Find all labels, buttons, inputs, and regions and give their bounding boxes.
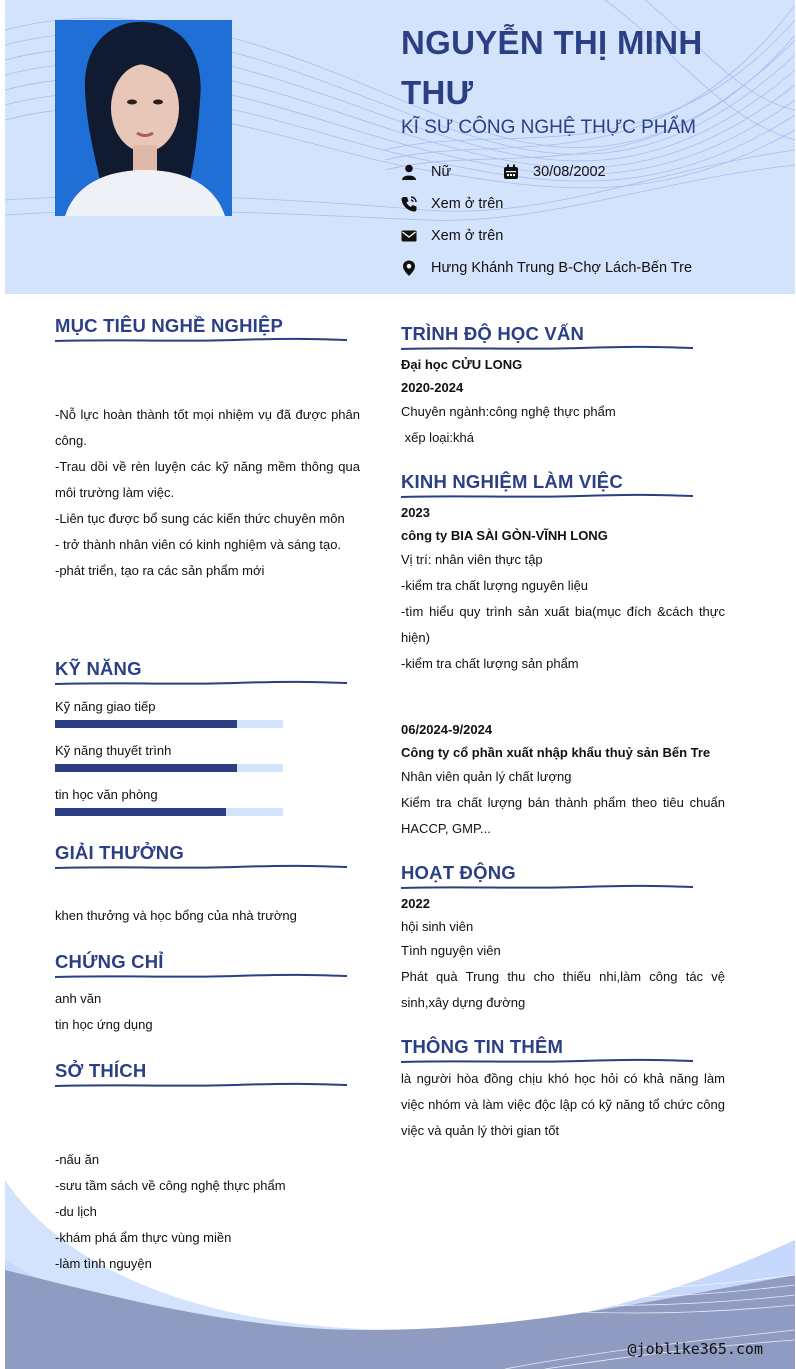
birthday-row [503,162,606,182]
section-underline [55,972,347,980]
extra-info-line: việc và quản lý thời gian tốt [401,1123,560,1138]
location-pin-icon [401,260,417,276]
experience-title: KINH NGHIỆM LÀM VIỆC [401,471,623,492]
calendar-icon [503,164,519,180]
skill-bar [55,720,283,728]
hobbies-list [55,1147,286,1277]
section-underline [401,344,693,352]
hobbies-title: SỞ THÍCH [55,1060,147,1081]
objective-line: - trở thành nhân viên có kinh nghiệm và sáng tạo. [55,537,342,552]
job-details [401,547,725,677]
awards-text: khen thưởng và học bổng của nhà trường [55,908,297,923]
objective-line: -phát triển, tạo ra các sản phẩm mới [55,563,265,578]
phone-icon [401,196,417,212]
skill-label: tin học văn phòng [55,787,158,802]
objective-line: công. [55,433,87,448]
education-details [401,399,616,451]
skill-label: Kỹ năng thuyết trình [55,743,172,758]
objective-line: -Nỗ lực hoàn thành tốt mọi nhiệm vụ đã được phân [55,407,360,422]
certificates-list [55,986,153,1038]
hobby-item: -nấu ăn [55,1152,100,1167]
hobby-item: -sưu tầm sách về công nghệ thực phẩm [55,1178,286,1193]
profile-photo [55,20,232,216]
job-duty: HACCP, GMP... [401,821,491,836]
section-underline [401,883,693,891]
section-underline [401,492,693,500]
section-underline [55,863,347,871]
education-grade: xếp loại:khá [401,430,474,445]
objective-paragraph-2 [55,454,360,506]
objective-line: môi trường làm việc. [55,485,175,500]
gender-row [401,162,451,182]
job-duty: hiện) [401,630,430,645]
education-major: Chuyên ngành:công nghệ thực phẩm [401,404,616,419]
person-icon [401,164,417,180]
job-company: công ty BIA SÀI GÒN-VĨNH LONG [401,528,608,543]
certificate-item: anh văn [55,991,102,1006]
skill-bar [55,808,283,816]
phone-value: Xem ở trên [431,196,504,212]
activity-details [401,938,725,1016]
job-duty: -kiểm tra chất lượng sản phẩm [401,656,579,671]
section-underline [55,679,347,687]
activities-title: HOẠT ĐỘNG [401,862,516,883]
objective-line: -Trau dồi về rèn luyện các kỹ năng mềm thông qua [55,459,360,474]
job-company: Công ty cổ phần xuất nhập khẩu thuỷ sản Bến Tre [401,745,711,760]
section-underline [401,1057,693,1065]
hobby-item: -làm tình nguyện [55,1256,152,1271]
gender-value: Nữ [431,164,452,180]
job-duty: -kiểm tra chất lượng nguyên liệu [401,578,589,593]
email-value: Xem ở trên [431,228,504,244]
skill-bar [55,764,283,772]
job-position: Vị trí: nhân viên thực tập [401,552,543,567]
extra-info-text [401,1066,725,1144]
career-objective-title: MỤC TIÊU NGHỀ NGHIỆP [55,315,284,336]
name-line-2: THƯ [401,74,474,111]
activity-desc: Phát quà Trung thu cho thiếu nhi,làm công tác vệ [401,969,725,984]
hobby-item: -du lịch [55,1204,97,1219]
awards-title: GIẢI THƯỞNG [55,842,184,863]
hobby-item: -khám phá ẩm thực vùng miền [55,1230,232,1245]
job-duty: -tìm hiểu quy trình sản xuất bia(mục đích &cách thực [401,604,725,619]
certificates-title: CHỨNG CHỈ [55,951,164,972]
address-row [401,258,692,278]
skill-label: Kỹ năng giao tiếp [55,699,156,714]
objective-lines [55,506,360,584]
job-title: KĨ SƯ CÔNG NGHỆ THỰC PHẨM [401,117,696,138]
skill-bar-fill [55,808,226,816]
education-school: Đại học CỬU LONG [401,357,523,372]
candidate-name [401,18,741,118]
skills-title: KỸ NĂNG [55,658,142,679]
objective-line: -Liên tục được bổ sung các kiến thức chuyên môn [55,511,345,526]
section-underline [55,1081,347,1089]
name-line-1: NGUYỄN THỊ MINH [401,24,703,61]
job-position: Nhân viên quản lý chất lượng [401,769,572,784]
job-period: 06/2024-9/2024 [401,722,493,737]
extra-info-title: THÔNG TIN THÊM [401,1036,564,1057]
activity-role: Tình nguyện viên [401,943,501,958]
education-title: TRÌNH ĐỘ HỌC VẤN [401,323,585,344]
certificate-item: tin học ứng dụng [55,1017,153,1032]
email-row [401,226,503,246]
education-period: 2020-2024 [401,380,464,395]
extra-info-line: việc nhóm và làm việc độc lập có kỹ năng tổ chức công [401,1097,725,1112]
activity-org: hội sinh viên [401,919,474,934]
objective-paragraph-1 [55,402,360,454]
birthday-value: 30/08/2002 [533,164,606,180]
address-value: Hưng Khánh Trung B-Chợ Lách-Bến Tre [431,260,693,276]
phone-row [401,194,503,214]
extra-info-line: là người hòa đồng chịu khó học hỏi có khả năng làm [401,1071,725,1086]
skill-bar-fill [55,764,237,772]
activity-period: 2022 [401,896,430,911]
job-details [401,764,725,842]
envelope-icon [401,228,417,244]
activity-desc: sinh,xây dựng đường [401,995,526,1010]
section-underline [55,336,347,344]
skill-bar-fill [55,720,237,728]
job-duty: Kiểm tra chất lượng bán thành phẩm theo tiêu chuẩn [401,795,725,810]
job-period: 2023 [401,505,430,520]
brand-watermark: @joblike365.com [627,1340,763,1358]
